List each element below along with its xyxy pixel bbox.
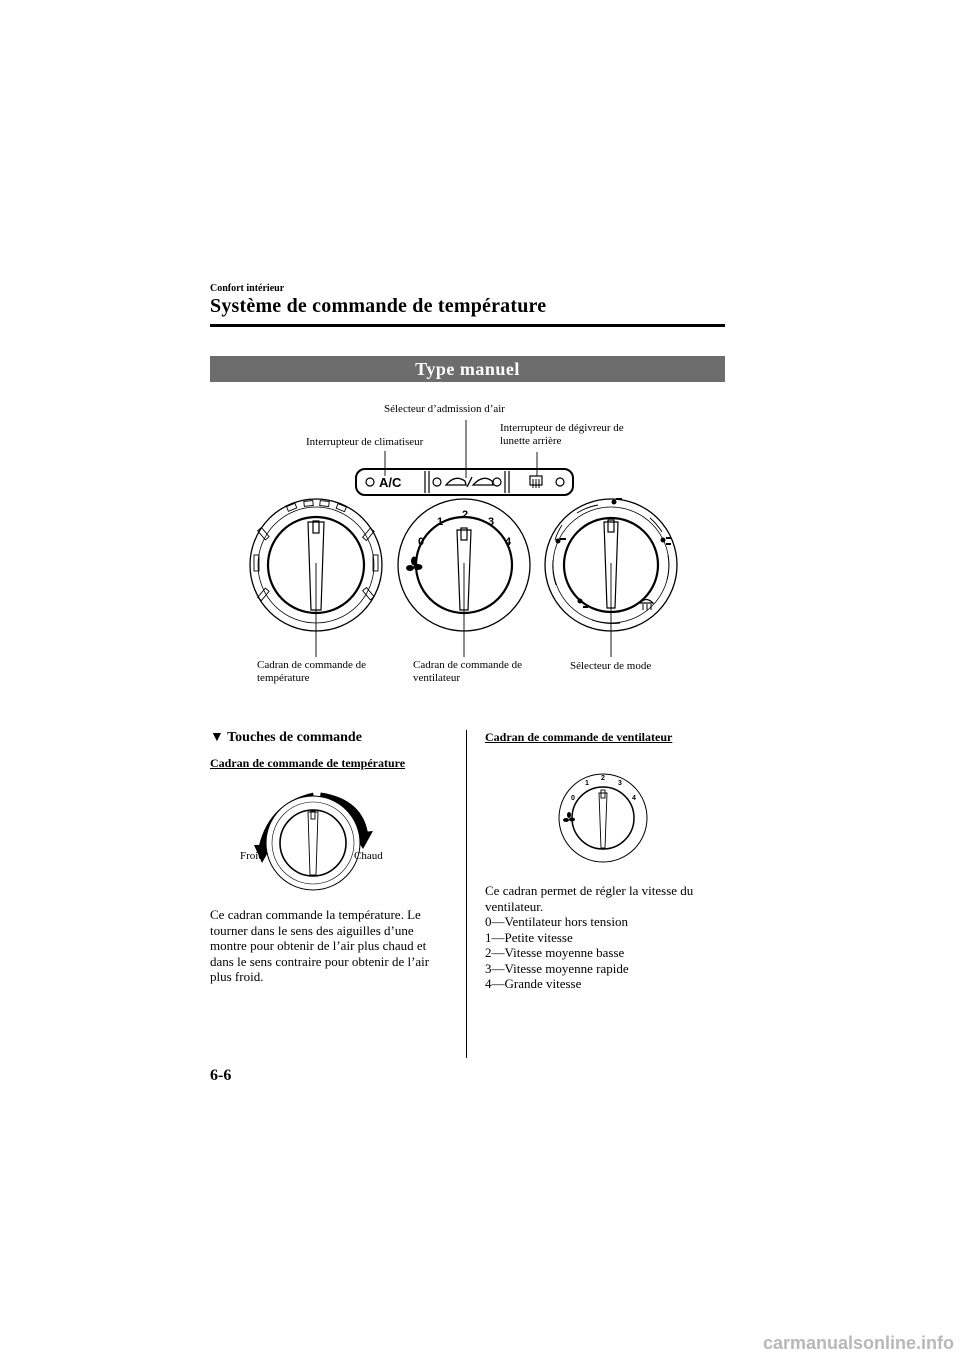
temperature-dial-figure bbox=[240, 785, 400, 895]
speed-item: 0—Ventilateur hors tension bbox=[485, 914, 628, 929]
fan-dial-figure bbox=[555, 768, 655, 868]
speed-item: 1—Petite vitesse bbox=[485, 929, 573, 945]
speed-item: 3—Vitesse moyenne rapide bbox=[485, 960, 629, 976]
section-label: Confort intérieur bbox=[210, 283, 285, 294]
mini-fan-speed-1: 1 bbox=[585, 780, 589, 787]
hot-label: Chaud bbox=[354, 850, 383, 862]
controls-heading: ▼ Touches de commande bbox=[210, 730, 362, 745]
cold-label: Froid bbox=[240, 850, 264, 862]
fan-dial-subheading: Cadran de commande de ventilateur bbox=[485, 730, 673, 744]
bilevel-icon bbox=[661, 537, 672, 545]
mini-fan-speed-3: 3 bbox=[618, 780, 622, 787]
button-strip bbox=[356, 469, 573, 495]
mini-fan-speed-0: 0 bbox=[571, 795, 575, 802]
page-title: Système de commande de température bbox=[210, 295, 547, 317]
mini-fan-speed-4: 4 bbox=[632, 795, 636, 802]
ac-switch-callout: Interrupteur de climatiseur bbox=[306, 436, 424, 448]
fan-speed-4-label: 4 bbox=[505, 536, 512, 548]
temperature-description: Ce cadran commande la température. Le tourner dans le sens des aiguilles d’une montre pour obtenir de l’air plus chaud et dans le sens contraire pour obtenir de l’air plus froid. bbox=[210, 907, 430, 984]
temperature-dial-subheading: Cadran de commande de température bbox=[210, 756, 406, 770]
speed-item: 4—Grande vitesse bbox=[485, 976, 582, 991]
section-banner: Type manuel bbox=[210, 356, 725, 382]
fan-speed-0-label: 0 bbox=[418, 536, 425, 548]
intake-selector-callout: Sélecteur d’admission d’air bbox=[384, 403, 505, 415]
ac-label: A/C bbox=[379, 475, 402, 490]
fan-speed-2-label: 2 bbox=[462, 509, 469, 521]
watermark: carmanualsonline.info bbox=[762, 1333, 954, 1353]
defrost-icon bbox=[640, 600, 653, 611]
column-divider bbox=[466, 730, 467, 1058]
fan-speed-1-label: 1 bbox=[437, 516, 444, 528]
fan-description: Ce cadran permet de régler la vitesse du ventilateur. 0—Ventilateur hors tension 1—Petite vitesse 2—Vitesse moyenne basse 3—Vitesse moyenne rapide 4—Grande vitesse bbox=[485, 883, 735, 992]
page-number: 6-6 bbox=[210, 1067, 232, 1084]
fan-dial-callout: Cadran de commande de ventilateur bbox=[413, 659, 523, 684]
fan-speed-3-label: 3 bbox=[488, 516, 495, 528]
triangle-marker-icon: ▼ bbox=[210, 730, 224, 745]
mini-fan-speed-2: 2 bbox=[601, 775, 605, 782]
rear-defroster-callout: Interrupteur de dégivreur de lunette arrière bbox=[500, 422, 624, 447]
speed-item: 2—Vitesse moyenne basse bbox=[485, 945, 625, 960]
mode-selector-callout: Sélecteur de mode bbox=[570, 660, 652, 672]
temperature-dial-callout: Cadran de commande de température bbox=[257, 659, 367, 684]
